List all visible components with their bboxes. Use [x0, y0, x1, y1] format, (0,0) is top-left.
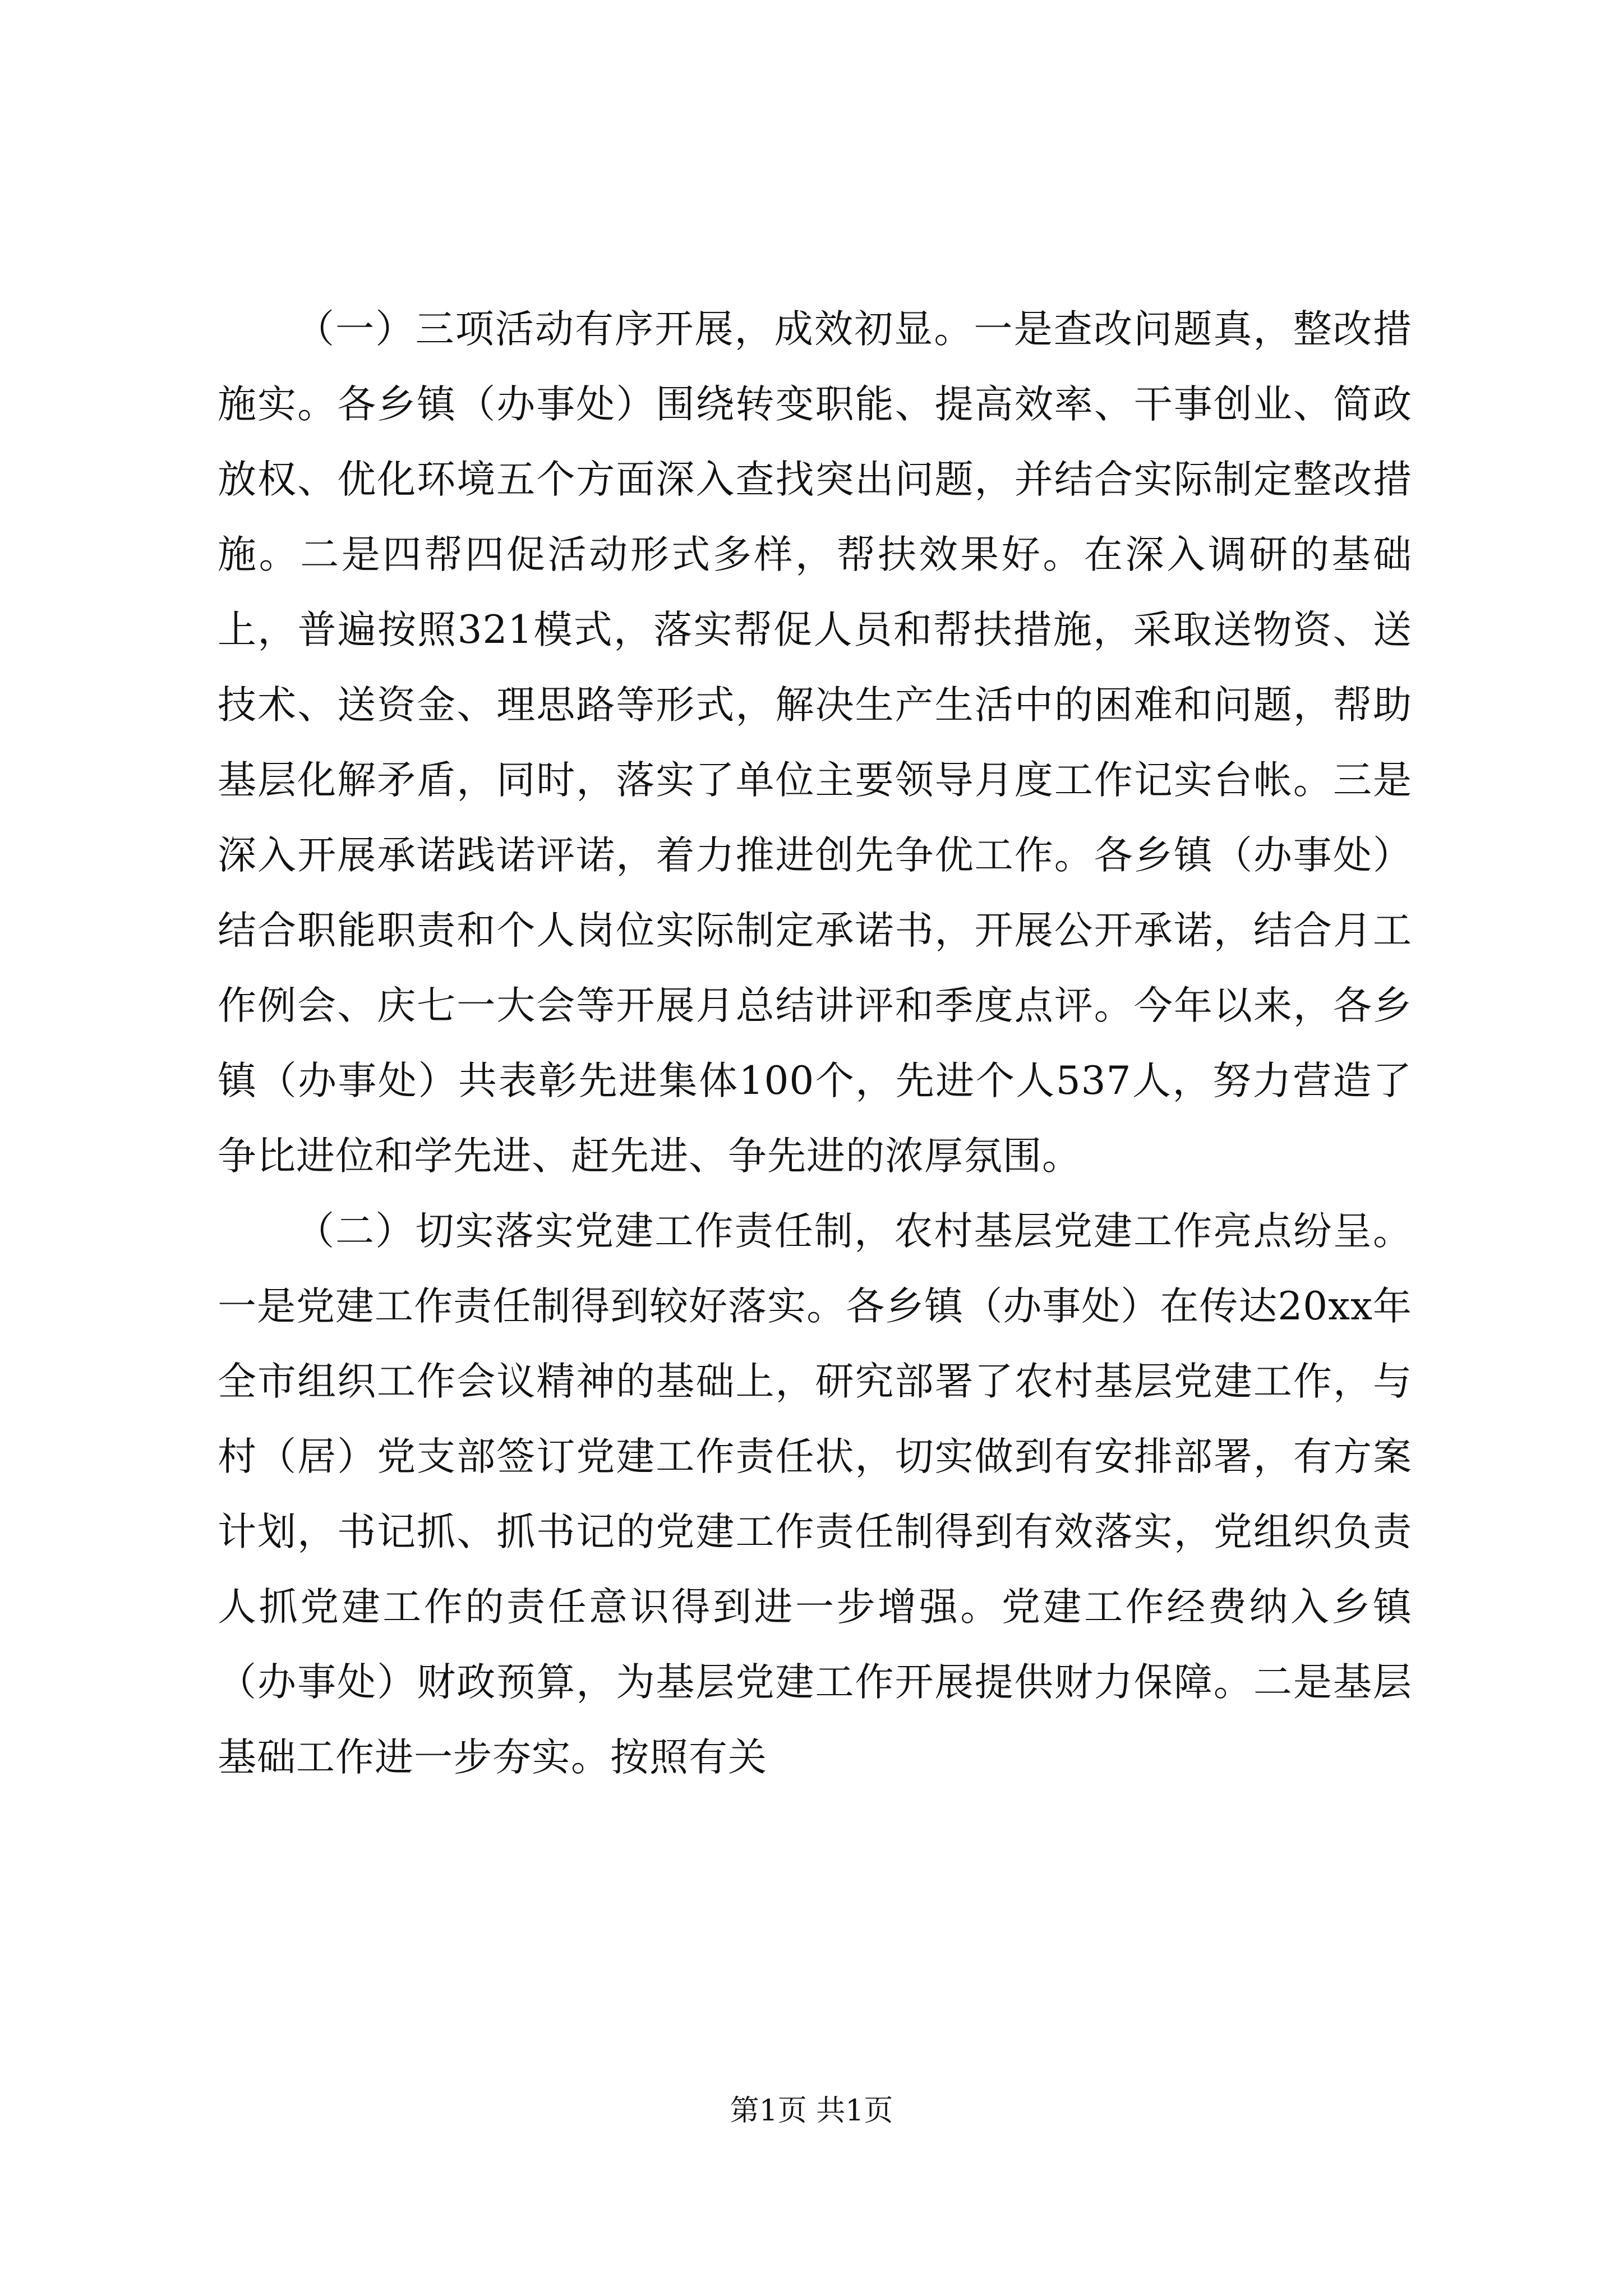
paragraph-1: （一）三项活动有序开展，成效初显。一是查改问题真，整改措施实。各乡镇（办事处）围绕转变职能、提高效率、干事创业、简政放权、优化环境五个方面深入查找突出问题，并结合实际制定整改措施。二是四帮四促活动形式多样，帮扶效果好。在深入调研的基础上，普遍按照321模式，落实帮促人员和帮扶措施，采取送物资、送技术、送资金、理思路等形式，解决生产生活中的困难和问题，帮助基层化解矛盾，同时，落实了单位主要领导月度工作记实台帐。三是深入开展承诺践诺评诺，着力推进创先争优工作。各乡镇（办事处）结合职能职责和个人岗位实际制定承诺书，开展公开承诺，结合月工作例会、庆七一大会等开展月总结讲评和季度点评。今年以来，各乡镇（办事处）共表彰先进集体100个，先进个人537人，努力营造了争比进位和学先进、赶先进、争先进的浓厚氛围。 [218, 307, 1412, 1179]
page-footer: 第1页 共1页 [730, 2094, 893, 2128]
paragraph-2: （二）切实落实党建工作责任制，农村基层党建工作亮点纷呈。一是党建工作责任制得到较好落实。各乡镇（办事处）在传达20xx年全市组织工作会议精神的基础上，研究部署了农村基层党建工作，与村（居）党支部签订党建工作责任状，切实做到有安排部署，有方案计划，书记抓、抓书记的党建工作责任制得到有效落实，党组织负责人抓党建工作的责任意识得到进一步增强。党建工作经费纳入乡镇（办事处）财政预算，为基层党建工作开展提供财力保障。二是基层基础工作进一步夯实。按照有关 [218, 1209, 1412, 1780]
document-body [218, 292, 1412, 1795]
